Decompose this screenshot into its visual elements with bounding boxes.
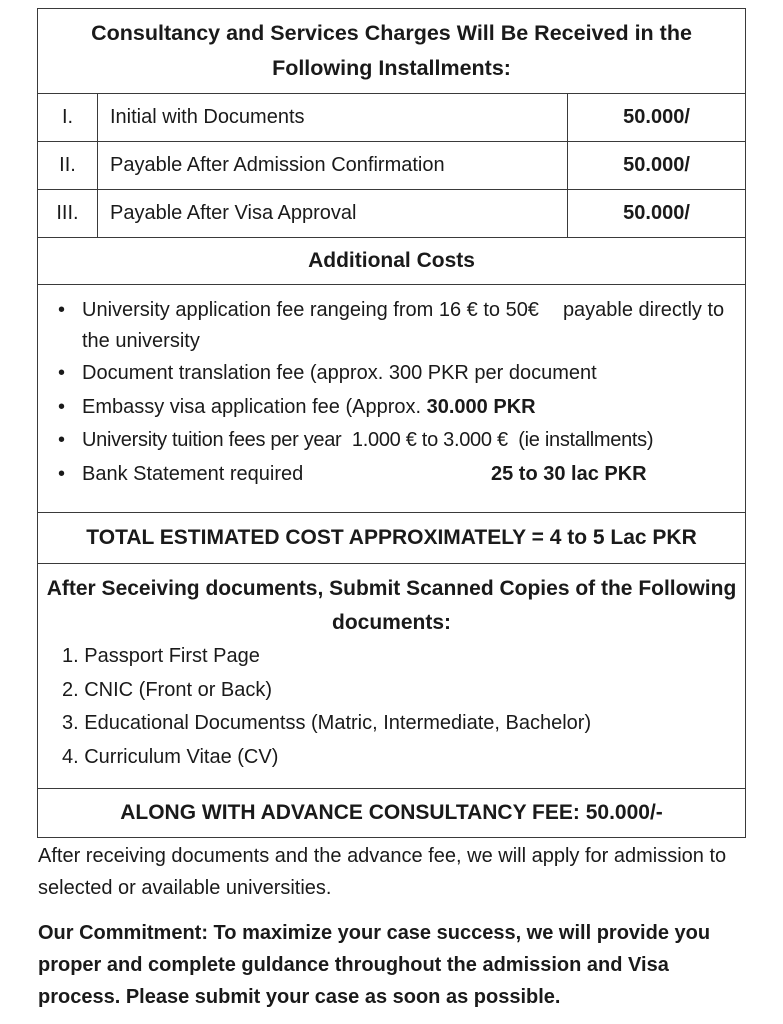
list-item: 2. CNIC (Front or Back) [62,678,273,701]
after-receiving-paragraph: After receiving documents and the advance fee, we will apply for admission to selected or available universities. [38,845,727,899]
list-item [82,424,745,458]
total-estimated-cost: TOTAL ESTIMATED COST APPROXIMATELY = 4 to 5 Lac PKR [38,513,746,564]
list-item: 1. Passport First Page [62,645,260,667]
advance-fee-notice: ALONG WITH ADVANCE CONSULTANCY FEE: 50.000/- [38,789,746,838]
documents-heading: After Seceiving documents, Submit Scanned Copies of the Following documents: [46,577,737,634]
installment-row-1 [38,94,746,142]
university-fee-payable: payable directly to the university [82,299,725,352]
installment-number: I. [38,94,98,142]
installment-row-3 [38,190,746,238]
installment-amount: 50.000/ [568,190,746,238]
installment-amount: 50.000/ [568,142,746,190]
translation-fee-text: Document translation fee (approx. 300 PKR per document [82,362,597,384]
installment-description: Payable After Visa Approval [98,190,568,238]
embassy-fee-amount: 30.000 PKR [426,395,536,418]
tuition-fee-range: 1.000 € to 3.000 € [351,429,508,451]
commitment-paragraph: Our Commitment: To maximize your case success, we will provide you proper and complete guldance throughout the admission and Visa process. Please submit your case as soon as possible. [38,922,711,1008]
documents-section [38,564,746,789]
university-fee-text: University application fee rangeing from 16 € to 50€ [82,299,539,321]
list-item: 4. Curriculum Vitae (CV) [62,745,279,768]
tuition-fee-label: University tuition fees per year [82,429,342,451]
list-item [82,295,745,357]
list-item [82,458,745,492]
additional-costs-heading: Additional Costs [38,238,746,285]
embassy-fee-label: Embassy visa application fee (Approx. [82,395,422,418]
installment-number: III. [38,190,98,238]
installment-description: Initial with Documents [98,94,568,142]
tuition-fee-note: (ie installments) [518,429,654,451]
list-item [82,357,745,391]
charges-table [37,8,746,838]
installment-row-2 [38,142,746,190]
list-item: 3. Educational Documentss (Matric, Intermediate, Bachelor) [62,712,592,734]
bank-statement-label: Bank Statement required [82,462,304,485]
table-title: Consultancy and Services Charges Will Be Received in the Following Installments: [38,9,746,94]
bank-statement-amount: 25 to 30 lac PKR [491,462,647,485]
installment-number: II. [38,142,98,190]
installment-description: Payable After Admission Confirmation [98,142,568,190]
list-item [82,391,745,425]
additional-costs-list [38,285,746,513]
installment-amount: 50.000/ [568,94,746,142]
